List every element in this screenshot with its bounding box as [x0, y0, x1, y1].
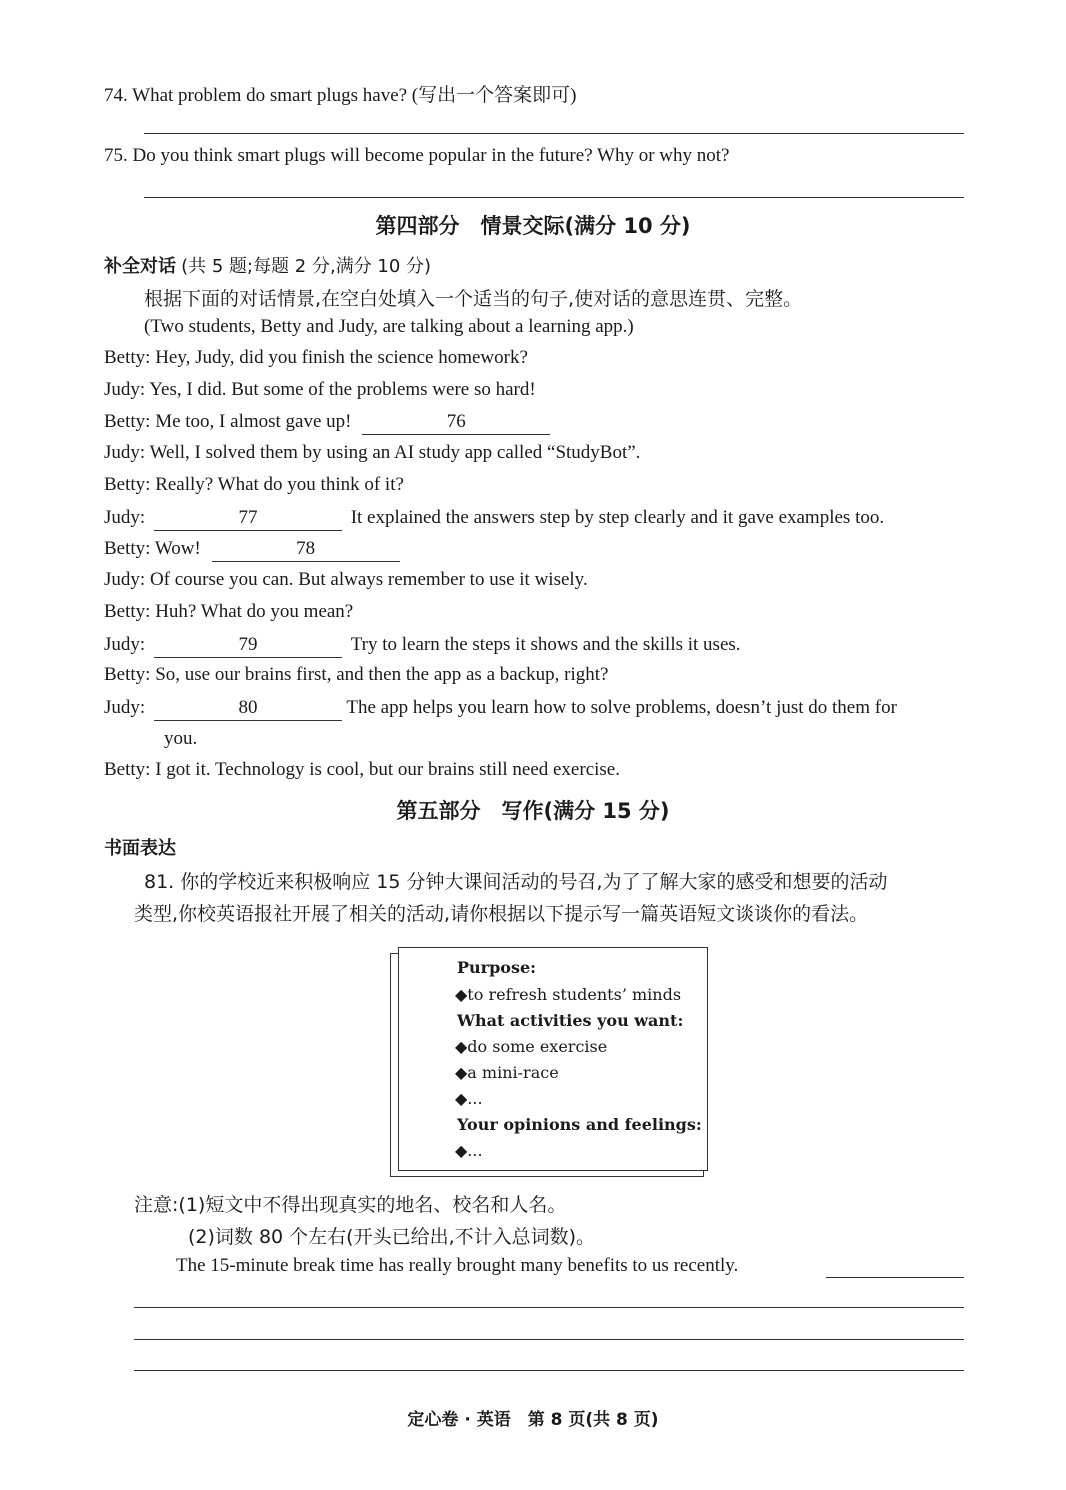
dialogue-text: I got it. Technology is cool, but our brains still need exercise. — [155, 759, 620, 780]
opinions-label: Your opinions and feelings: — [457, 1115, 702, 1134]
part5-prompt-line-2: 类型,你校英语报社开展了相关的活动,请你根据以下提示写一篇英语短文谈谈你的看法。 — [134, 903, 869, 925]
dialogue-line-1 — [104, 347, 528, 369]
speaker-betty: Betty: — [104, 759, 151, 780]
dialogue-text: Try to learn the steps it shows and the skills it uses. — [350, 634, 741, 655]
activity-item-3: ◆... — [455, 1089, 483, 1108]
activity-item-1: ◆do some exercise — [455, 1037, 608, 1056]
part5-subtitle: 书面表达 — [104, 838, 176, 859]
answer-line-74[interactable] — [144, 133, 964, 134]
activity-item-2: ◆a mini-race — [455, 1063, 559, 1082]
part4-subtitle-note: (共 5 题;每题 2 分,满分 10 分) — [181, 256, 432, 277]
question-74: 74. What problem do smart plugs have? (写出一个答案即可) — [104, 85, 577, 106]
speaker-betty: Betty: — [104, 664, 151, 685]
part4-subtitle-row — [104, 252, 431, 278]
hint-box — [398, 947, 708, 1171]
part4-instruction: 根据下面的对话情景,在空白处填入一个适当的句子,使对话的意思连贯、完整。 — [144, 288, 803, 310]
part5-title: 第五部分 写作(满分 15 分) — [396, 799, 670, 823]
dialogue-line-11 — [104, 664, 608, 686]
dialogue-line-5 — [104, 474, 404, 496]
dialogue-line-4 — [104, 442, 640, 464]
dialogue-line-12-cont: you. — [164, 728, 198, 749]
blank-78[interactable]: 78 — [212, 537, 400, 562]
answer-line-75[interactable] — [144, 197, 964, 198]
purpose-label: Purpose: — [457, 958, 537, 977]
dialogue-text: So, use our brains first, and then the app as a backup, right? — [155, 664, 609, 685]
dialogue-line-3 — [104, 410, 550, 435]
blank-79[interactable]: 79 — [154, 633, 342, 658]
activities-label: What activities you want: — [457, 1011, 684, 1030]
dialogue-text: Wow! — [154, 538, 201, 559]
dialogue-text: Huh? What do you mean? — [155, 601, 354, 622]
speaker-judy: Judy: — [104, 507, 146, 528]
page-footer: 定心卷 · 英语 第 8 页(共 8 页) — [407, 1410, 659, 1430]
dialogue-line-6 — [104, 506, 884, 531]
writing-line-0[interactable] — [826, 1277, 964, 1278]
blank-77[interactable]: 77 — [154, 506, 342, 531]
dialogue-text: Hey, Judy, did you finish the science homework? — [155, 347, 528, 368]
dialogue-text: Yes, I did. But some of the problems were so hard! — [149, 379, 536, 400]
dialogue-text: Of course you can. But always remember to use it wisely. — [149, 569, 588, 590]
dialogue-line-12 — [104, 696, 897, 721]
speaker-judy: Judy: — [104, 697, 146, 718]
speaker-judy: Judy: — [104, 379, 146, 400]
part4-subtitle: 补全对话 — [104, 256, 176, 277]
dialogue-line-10 — [104, 633, 741, 658]
writing-line-2[interactable] — [134, 1339, 964, 1340]
dialogue-line-13 — [104, 759, 620, 781]
writing-line-3[interactable] — [134, 1370, 964, 1371]
speaker-betty: Betty: — [104, 538, 151, 559]
writing-line-1[interactable] — [134, 1307, 964, 1308]
purpose-item: ◆to refresh students’ minds — [455, 985, 682, 1004]
dialogue-line-2 — [104, 379, 536, 401]
dialogue-text: Really? What do you think of it? — [155, 474, 404, 495]
dialogue-text: The app helps you learn how to solve problems, doesn’t just do them for — [346, 697, 897, 718]
part4-title: 第四部分 情景交际(满分 10 分) — [375, 214, 691, 238]
blank-76[interactable]: 76 — [362, 410, 550, 435]
speaker-betty: Betty: — [104, 601, 151, 622]
speaker-betty: Betty: — [104, 411, 151, 432]
note-1: 注意:(1)短文中不得出现真实的地名、校名和人名。 — [134, 1194, 567, 1216]
speaker-judy: Judy: — [104, 634, 146, 655]
opinion-item-1: ◆... — [455, 1141, 483, 1160]
dialogue-line-7 — [104, 537, 400, 562]
dialogue-text: Well, I solved them by using an AI study app called “StudyBot”. — [149, 442, 641, 463]
question-75: 75. Do you think smart plugs will become popular in the future? Why or why not? — [104, 145, 730, 166]
dialogue-text: Me too, I almost gave up! — [155, 411, 352, 432]
speaker-betty: Betty: — [104, 474, 151, 495]
essay-opening: The 15-minute break time has really brought many benefits to us recently. — [176, 1255, 739, 1276]
dialogue-line-8 — [104, 569, 588, 591]
speaker-judy: Judy: — [104, 442, 146, 463]
note-2: (2)词数 80 个左右(开头已给出,不计入总词数)。 — [188, 1226, 596, 1248]
dialogue-text: It explained the answers step by step clearly and it gave examples too. — [350, 507, 885, 528]
part4-situation: (Two students, Betty and Judy, are talking about a learning app.) — [144, 316, 634, 337]
speaker-judy: Judy: — [104, 569, 146, 590]
blank-80[interactable]: 80 — [154, 696, 342, 721]
speaker-betty: Betty: — [104, 347, 151, 368]
dialogue-line-9 — [104, 601, 353, 623]
part5-prompt-line-1: 81. 你的学校近来积极响应 15 分钟大课间活动的号召,为了了解大家的感受和想要的活动 — [144, 871, 888, 893]
